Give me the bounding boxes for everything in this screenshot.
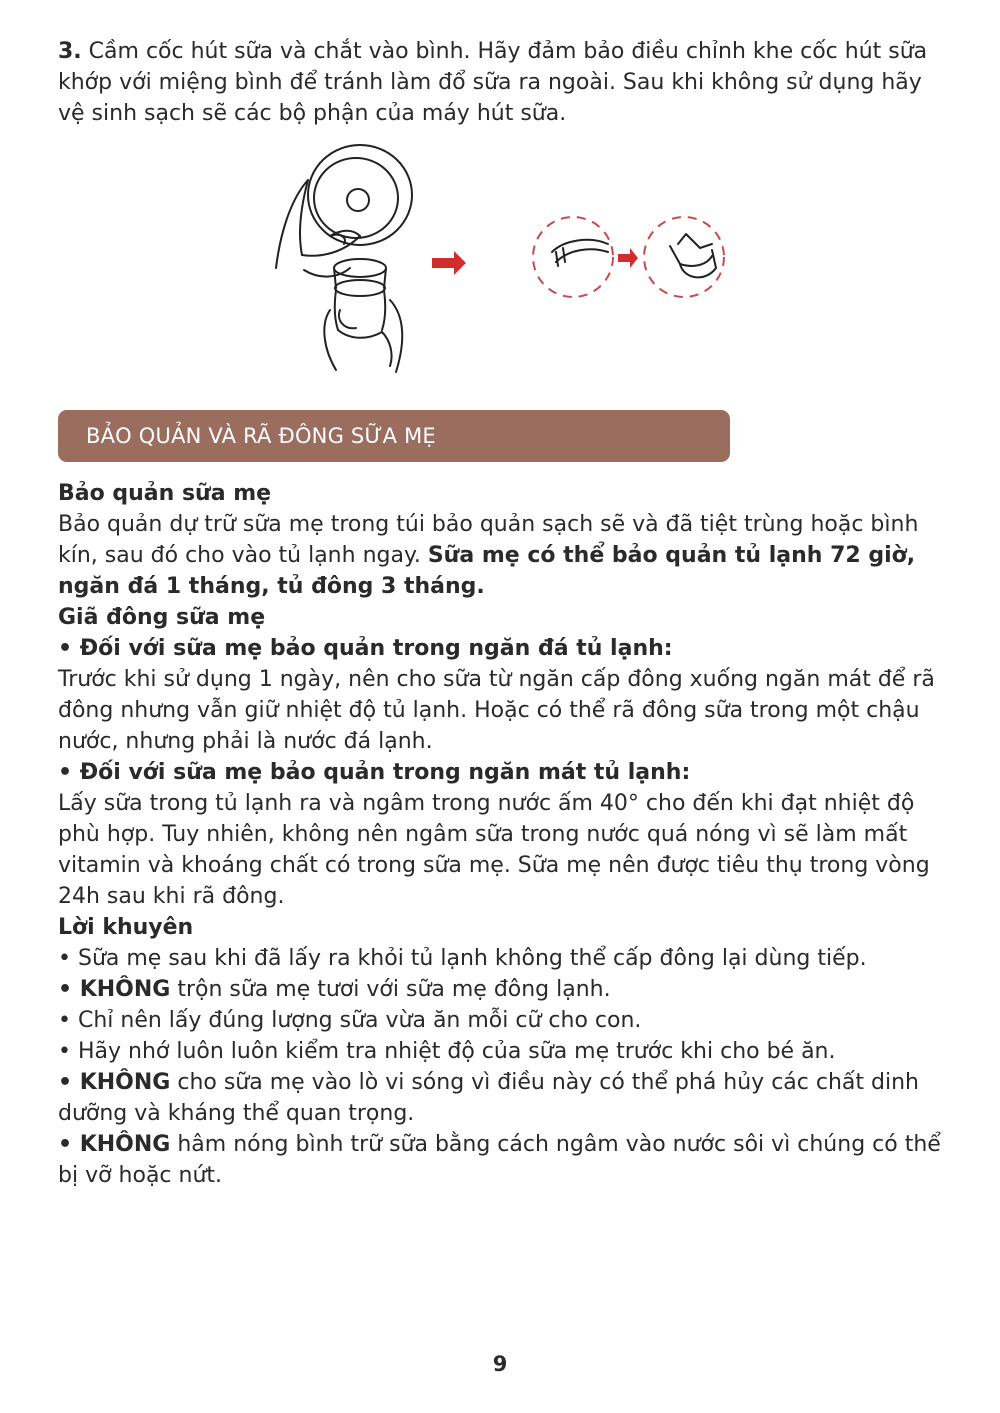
bullet: • (58, 1008, 71, 1033)
advice-emphasis: KHÔNG (72, 1132, 171, 1157)
freezer-text: Trước khi sử dụng 1 ngày, nên cho sữa từ ngăn cấp đông xuống ngăn mát để rã đông nhưng vẫn giữ nhiệt độ tủ lạnh. Hoặc có thể rã đông sữa trong một chậu nước, nhưng phải là nước đá lạnh. (58, 667, 935, 754)
advice-emphasis: KHÔNG (72, 1070, 171, 1095)
advice-item (58, 1067, 948, 1129)
advice-item (58, 943, 948, 974)
step-number: 3. (58, 39, 82, 64)
page-number: 9 (492, 1352, 508, 1376)
fridge-text: Lấy sữa trong tủ lạnh ra và ngâm trong nước ấm 40° cho đến khi đạt nhiệt độ phù hợp. Tuy nhiên, không nên ngâm sữa trong nước quá nóng vì sẽ làm mất vitamin và khoáng chất có trong sữa mẹ. Sữa mẹ nên được tiêu thụ trong vòng 24h sau khi rã đông. (58, 791, 930, 909)
advice-item (58, 1005, 948, 1036)
advice-text: Sữa mẹ sau khi đã lấy ra khỏi tủ lạnh không thể cấp đông lại dùng tiếp. (70, 946, 867, 971)
bullet: • (58, 946, 71, 971)
advice-heading: Lời khuyên (58, 915, 194, 940)
section-banner (58, 410, 730, 462)
fridge-title: • Đối với sữa mẹ bảo quản trong ngăn mát tủ lạnh: (58, 760, 691, 785)
section-title: BẢO QUẢN VÀ RÃ ĐÔNG SỮA MẸ (86, 424, 436, 448)
bullet: • (58, 1039, 71, 1064)
bullet: • (58, 1070, 73, 1095)
storage-heading: Bảo quản sữa mẹ (58, 481, 272, 506)
advice-emphasis: KHÔNG (72, 977, 171, 1002)
storage-paragraph (58, 509, 948, 602)
bullet: • (58, 977, 73, 1002)
pump-illustration (260, 140, 760, 390)
advice-text: Chỉ nên lấy đúng lượng sữa vừa ăn mỗi cữ cho con. (70, 1008, 642, 1033)
step-text: Cầm cốc hút sữa và chắt vào bình. Hãy đảm bảo điều chỉnh khe cốc hút sữa khớp với miệng bình để tránh làm đổ sữa ra ngoài. Sau khi không sử dụng hãy vệ sinh sạch sẽ các bộ phận của máy hút sữa. (58, 39, 928, 126)
advice-text: hâm nóng bình trữ sữa bằng cách ngâm vào nước sôi vì chúng có thể bị vỡ hoặc nứt. (58, 1132, 941, 1188)
storage-text: Bảo quản dự trữ sữa mẹ trong túi bảo quản sạch sẽ và đã tiệt trùng hoặc bình kín, sau đó cho vào tủ lạnh ngay. (58, 512, 919, 568)
storage-duration: Sữa mẹ có thể bảo quản tủ lạnh 72 giờ, ngăn đá 1 tháng, tủ đông 3 tháng. (58, 543, 916, 599)
advice-text: trộn sữa mẹ tươi với sữa mẹ đông lạnh. (170, 977, 611, 1002)
step-3-paragraph (58, 36, 948, 129)
bullet: • (58, 1132, 73, 1157)
thaw-heading: Giã đông sữa mẹ (58, 605, 266, 630)
freezer-title: • Đối với sữa mẹ bảo quản trong ngăn đá tủ lạnh: (58, 636, 673, 661)
advice-text: Hãy nhớ luôn luôn kiểm tra nhiệt độ của sữa mẹ trước khi cho bé ăn. (70, 1039, 836, 1064)
advice-item (58, 1129, 948, 1191)
advice-item (58, 1036, 948, 1067)
advice-text: cho sữa mẹ vào lò vi sóng vì điều này có thể phá hủy các chất dinh dưỡng và kháng thể quan trọng. (58, 1070, 919, 1126)
storage-thaw-content (58, 478, 948, 1191)
advice-item (58, 974, 948, 1005)
